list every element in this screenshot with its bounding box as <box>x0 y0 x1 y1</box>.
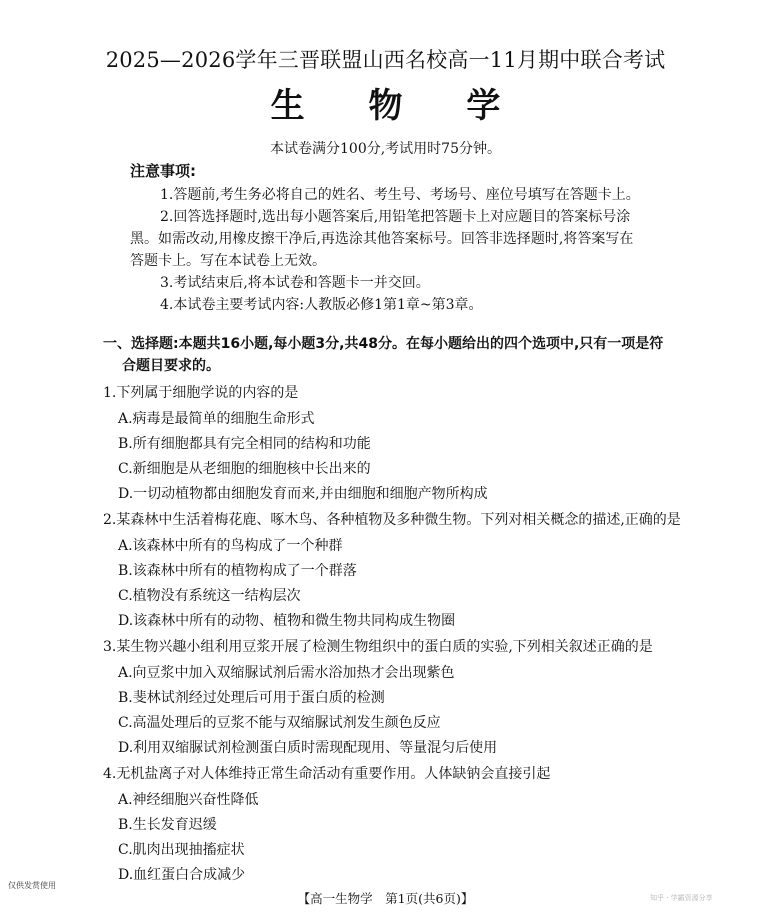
page-footer: 【高一生物学 第1页(共6页)】 <box>297 891 474 906</box>
exam-title: 2025—2026学年三晋联盟山西名校高一11月期中联合考试 <box>105 48 666 72</box>
question-option: B.该森林中所有的植物构成了一个群落 <box>118 563 357 579</box>
watermark: 知乎 · 学霸资源分享 <box>650 894 713 902</box>
notice-heading: 注意事项: <box>130 162 196 180</box>
question-option: C.植物没有系统这一结构层次 <box>118 588 301 604</box>
question-stem: 1.下列属于细胞学说的内容的是 <box>103 385 299 401</box>
question-option: B.所有细胞都具有完全相同的结构和功能 <box>118 436 371 452</box>
notice-line: 答题卡上。写在本试卷上无效。 <box>130 253 326 269</box>
subject-title: 生 物 学 <box>270 86 527 126</box>
notice-line: 黑。如需改动,用橡皮擦干净后,再选涂其他答案标号。回答非选择题时,将答案写在 <box>130 231 634 247</box>
question-stem: 4.无机盐离子对人体维持正常生命活动有重要作用。人体缺钠会直接引起 <box>103 766 551 782</box>
question-option: C.新细胞是从老细胞的细胞核中长出来的 <box>118 461 371 477</box>
question-option: A.神经细胞兴奋性降低 <box>118 792 259 808</box>
section-heading: 一、选择题:本题共16小题,每小题3分,共48分。在每小题给出的四个选项中,只有一项是符 <box>103 336 664 352</box>
question-option: D.一切动植物都由细胞发育而来,并由细胞和细胞产物所构成 <box>118 486 488 502</box>
question-option: D.利用双缩脲试剂检测蛋白质时需现配现用、等量混匀后使用 <box>118 740 498 756</box>
notice-line: 4.本试卷主要考试内容:人教版必修1第1章~第3章。 <box>160 297 483 313</box>
question-option: A.向豆浆中加入双缩脲试剂后需水浴加热才会出现紫色 <box>118 665 455 681</box>
notice-line: 3.考试结束后,将本试卷和答题卡一并交回。 <box>160 275 430 291</box>
question-option: A.病毒是最简单的细胞生命形式 <box>118 411 315 427</box>
notice-line: 1.答题前,考生务必将自己的姓名、考生号、考场号、座位号填写在答题卡上。 <box>160 187 640 203</box>
question-option: C.高温处理后的豆浆不能与双缩脲试剂发生颜色反应 <box>118 715 441 731</box>
exam-meta: 本试卷满分100分,考试用时75分钟。 <box>270 141 501 157</box>
question-stem: 2.某森林中生活着梅花鹿、啄木鸟、各种植物及多种微生物。下列对相关概念的描述,正确的是 <box>103 512 681 528</box>
question-option: D.血红蛋白合成减少 <box>118 867 246 883</box>
question-option: A.该森林中所有的鸟构成了一个种群 <box>118 538 343 554</box>
notice-line: 2.回答选择题时,选出每小题答案后,用铅笔把答题卡上对应题目的答案标号涂 <box>160 209 631 225</box>
question-stem: 3.某生物兴趣小组利用豆浆开展了检测生物组织中的蛋白质的实验,下列相关叙述正确的是 <box>103 639 653 655</box>
question-option: B.生长发育迟缓 <box>118 817 217 833</box>
question-option: C.肌肉出现抽搐症状 <box>118 842 245 858</box>
question-option: D.该森林中所有的动物、植物和微生物共同构成生物圈 <box>118 613 456 629</box>
question-option: B.斐林试剂经过处理后可用于蛋白质的检测 <box>118 690 385 706</box>
section-heading-cont: 合题目要求的。 <box>122 358 220 374</box>
side-note: 仅供发赏使用 <box>8 881 56 890</box>
